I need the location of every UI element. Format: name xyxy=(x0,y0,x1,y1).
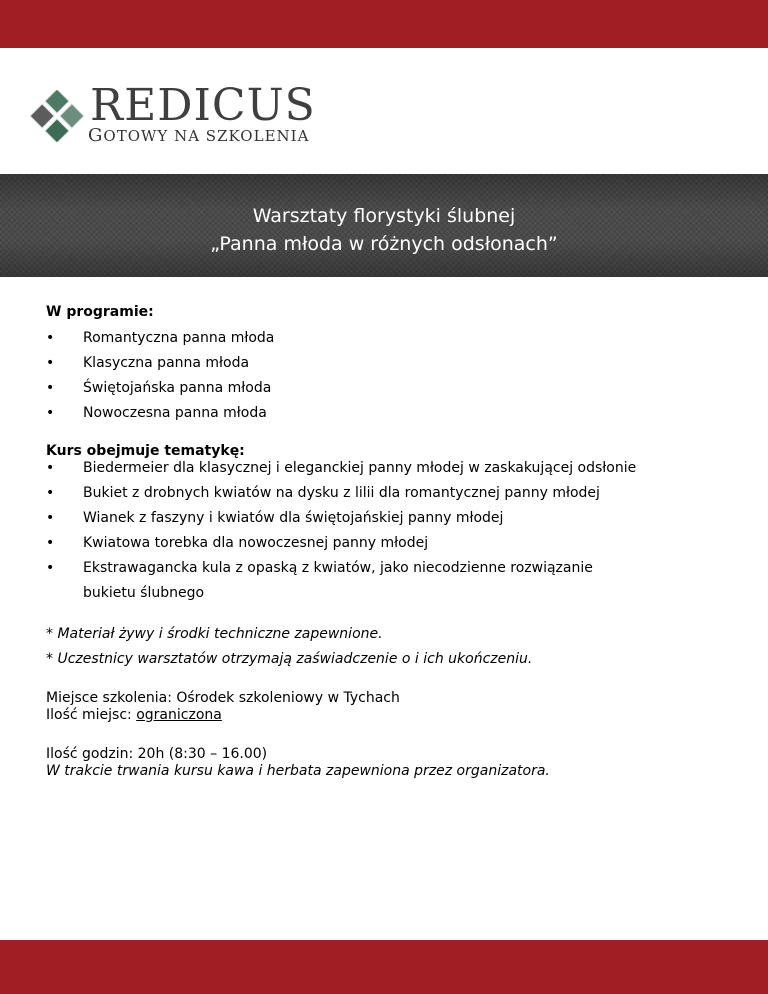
redicus-logo xyxy=(28,80,348,146)
hours-line: Ilość godzin: 20h (8:30 – 16.00) xyxy=(46,746,268,762)
redicus-tiles-icon xyxy=(28,90,86,142)
top-red-band xyxy=(0,0,768,48)
scope-item: Ekstrawagancka kula z opaską z kwiatów, jako niecodzienne rozwiązanie xyxy=(83,560,593,576)
list-item xyxy=(46,535,726,552)
program-item: Romantyczna panna młoda xyxy=(83,330,275,346)
seats-line xyxy=(46,707,726,724)
scope-item-continuation: bukietu ślubnego xyxy=(83,585,205,601)
certificate-note: * Uczestnicy warsztatów otrzymają zaświadczenie o i ich ukończeniu. xyxy=(46,651,533,667)
bullet-icon: • xyxy=(46,405,55,421)
material-note: * Materiał żywy i środki techniczne zapewnione. xyxy=(46,626,383,642)
scope-list xyxy=(46,460,726,602)
seats-value: ograniczona xyxy=(136,707,222,723)
logo-tagline-rest: OTOWY NA SZKOLENIA xyxy=(103,127,310,145)
document-body xyxy=(46,300,726,780)
bullet-icon: • xyxy=(46,560,55,576)
logo-tagline-initial: G xyxy=(88,125,104,146)
program-item: Świętojańska panna młoda xyxy=(83,380,272,396)
program-heading: W programie: xyxy=(46,304,154,320)
scope-item: Wianek z faszyny i kwiatów dla świętojańskiej panny młodej xyxy=(83,510,504,526)
list-item xyxy=(46,355,726,372)
bullet-icon: • xyxy=(46,330,55,346)
logo-tagline xyxy=(88,125,309,146)
program-item: Nowoczesna panna młoda xyxy=(83,405,267,421)
list-item xyxy=(46,460,726,477)
location-line: Miejsce szkolenia: Ośrodek szkoleniowy w Tychach xyxy=(46,690,400,706)
bullet-icon: • xyxy=(46,355,55,371)
bullet-icon: • xyxy=(46,380,55,396)
bullet-icon: • xyxy=(46,485,55,501)
program-list xyxy=(46,330,726,422)
bullet-icon: • xyxy=(46,535,55,551)
seats-label: Ilość miejsc: xyxy=(46,707,137,723)
scope-item: Bukiet z drobnych kwiatów na dysku z lilii dla romantycznej panny młodej xyxy=(83,485,600,501)
title-banner xyxy=(0,174,768,277)
scope-item: Biedermeier dla klasycznej i eleganckiej panny młodej w zaskakującej odsłonie xyxy=(83,460,637,476)
scope-heading: Kurs obejmuje tematykę: xyxy=(46,443,245,459)
scope-item: Kwiatowa torebka dla nowoczesnej panny młodej xyxy=(83,535,429,551)
list-item xyxy=(46,560,726,602)
list-item xyxy=(46,330,726,347)
list-item xyxy=(46,485,726,502)
banner-title-line1: Warsztaty florystyki ślubnej xyxy=(252,205,516,227)
bottom-red-band xyxy=(0,940,768,994)
list-item xyxy=(46,510,726,527)
bullet-icon: • xyxy=(46,510,55,526)
banner-title-line2: „Panna młoda w różnych odsłonach” xyxy=(210,233,558,255)
list-item xyxy=(46,380,726,397)
catering-note: W trakcie trwania kursu kawa i herbata zapewniona przez organizatora. xyxy=(46,763,550,779)
bullet-icon: • xyxy=(46,460,55,476)
logo-name: REDICUS xyxy=(90,80,316,131)
list-item xyxy=(46,405,726,422)
program-item: Klasyczna panna młoda xyxy=(83,355,250,371)
